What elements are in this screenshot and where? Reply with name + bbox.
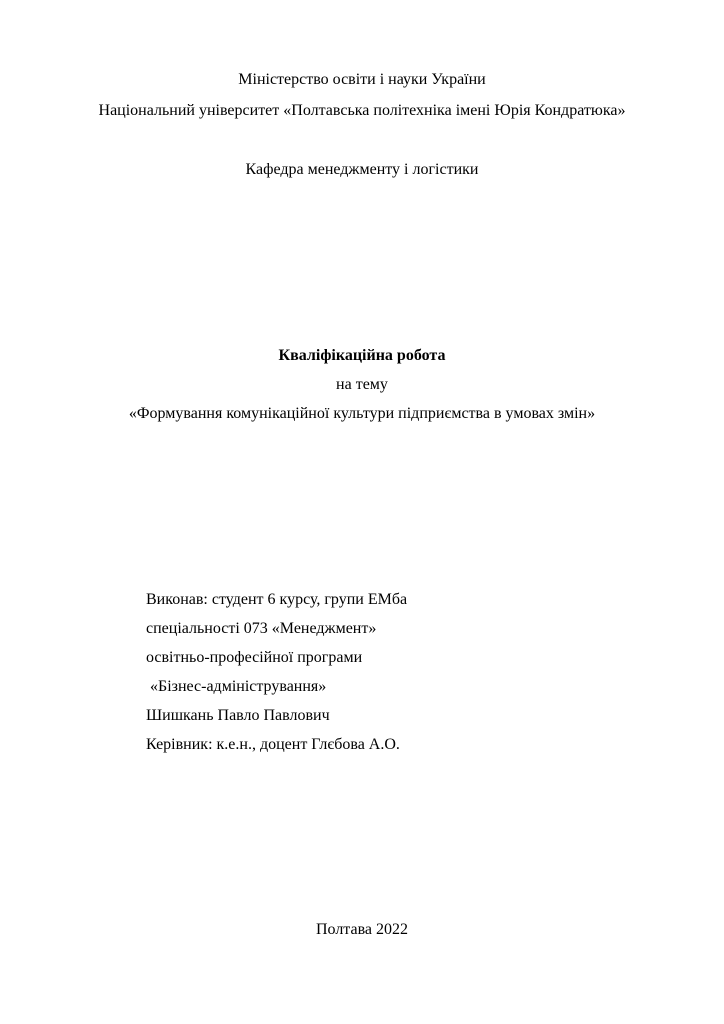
author-name-line: Шишкань Павло Павлович bbox=[146, 707, 330, 724]
department-line: Кафедра менеджменту і логістики bbox=[245, 161, 479, 178]
author-line-3: освітньо-професійної програми bbox=[146, 649, 363, 666]
supervisor-line: Керівник: к.е.н., доцент Глєбова А.О. bbox=[146, 736, 400, 753]
author-line-4: «Бізнес-адміністрування» bbox=[146, 678, 327, 695]
ministry-line: Міністерство освіти і науки України bbox=[238, 71, 486, 88]
city-year-line: Полтава 2022 bbox=[315, 921, 409, 938]
on-topic-line: на тему bbox=[336, 376, 388, 393]
author-line-2: спеціальності 073 «Менеджмент» bbox=[146, 620, 377, 637]
topic-line: «Формування комунікаційної культури підприємства в умовах змін» bbox=[128, 405, 596, 422]
university-line: Національний університет «Полтавська політехніка імені Юрія Кондратюка» bbox=[98, 102, 626, 119]
author-line-1: Виконав: студент 6 курсу, групи ЕМба bbox=[146, 591, 408, 608]
work-type-title: Кваліфікаційна робота bbox=[278, 347, 446, 364]
